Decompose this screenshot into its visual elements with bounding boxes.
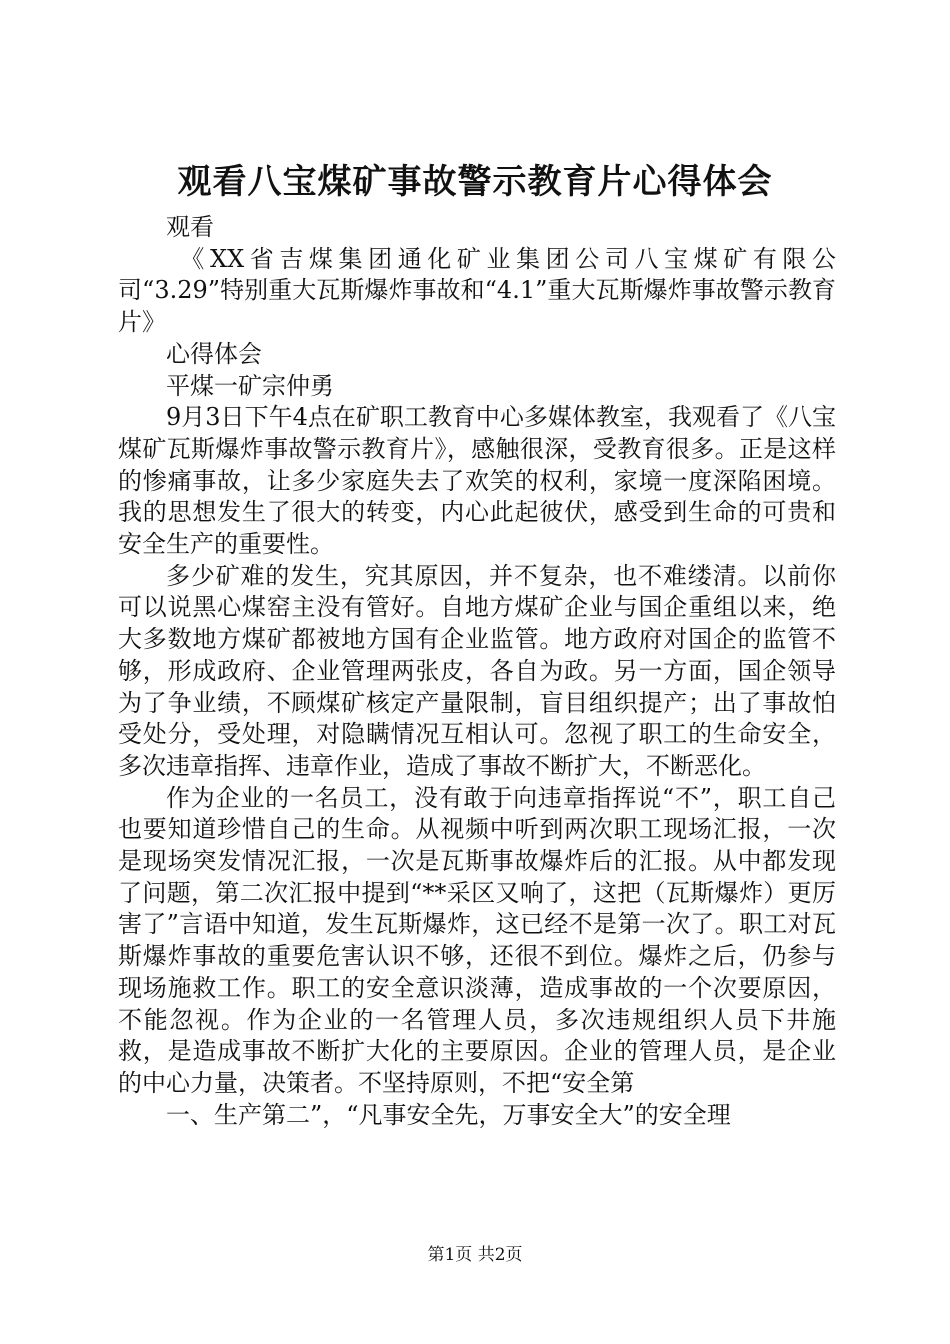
paragraph-body-1: 9月3日下午4点在矿职工教育中心多媒体教室，我观看了《八宝煤矿瓦斯爆炸事故警示教育片》，感触很深，受教育很多。正是这样的惨痛事故，让多少家庭失去了欢笑的权利，家境一度深陷困境。我的思想发生了很大的转变，内心此起彼伏，感受到生命的可贵和安全生产的重要性。 <box>118 403 836 559</box>
paragraph-body-4: 一、生产第二”，“凡事安全先，万事安全大”的安全理 <box>166 1100 731 1129</box>
page-footer: 第1页 共2页 <box>427 1245 523 1265</box>
paragraph-author: 平煤一矿宗仲勇 <box>166 371 334 400</box>
paragraph-body-3: 作为企业的一名员工，没有敢于向违章指挥说“不”，职工自己也要知道珍惜自己的生命。从视频中听到两次职工现场汇报，一次是现场突发情况汇报，一次是瓦斯事故爆炸后的汇报。从中都发现了问题，第二次汇报中提到“**采区又响了，这把（瓦斯爆炸）更厉害了”言语中知道，发生瓦斯爆炸，这已经不是第一次了。职工对瓦斯爆炸事故的重要危害认识不够，还很不到位。爆炸之后，仍参与现场施救工作。职工的安全意识淡薄，造成事故的一个次要原因，不能忽视。作为企业的一名管理人员，多次违规组织人员下井施救，是造成事故不断扩大化的主要原因。企业的管理人员，是企业的中心力量，决策者。不坚持原则，不把“安全第 <box>118 783 836 1097</box>
paragraph-film-title: 《XX省吉煤集团通化矿业集团公司八宝煤矿有限公司“3.29”特别重大瓦斯爆炸事故和“4.1”重大瓦斯爆炸事故警示教育片》 <box>118 244 836 337</box>
paragraph-reflection-label: 心得体会 <box>166 339 262 368</box>
paragraph-body-2: 多少矿难的发生，究其原因，并不复杂，也不难缕清。以前你可以说黑心煤窑主没有管好。自地方煤矿企业与国企重组以来，绝大多数地方煤矿都被地方国有企业监管。地方政府对国企的监管不够，形成政府、企业管理两张皮，各自为政。另一方面，国企领导为了争业绩，不顾煤矿核定产量限制，盲目组织提产；出了事故怕受处分，受处理，对隐瞒情况互相认可。忽视了职工的生命安全，多次违章指挥、违章作业，造成了事故不断扩大，不断恶化。 <box>118 561 836 780</box>
document-title: 观看八宝煤矿事故警示教育片心得体会 <box>177 162 773 202</box>
paragraph-watch-label: 观看 <box>166 213 214 241</box>
document-body <box>118 212 836 1131</box>
